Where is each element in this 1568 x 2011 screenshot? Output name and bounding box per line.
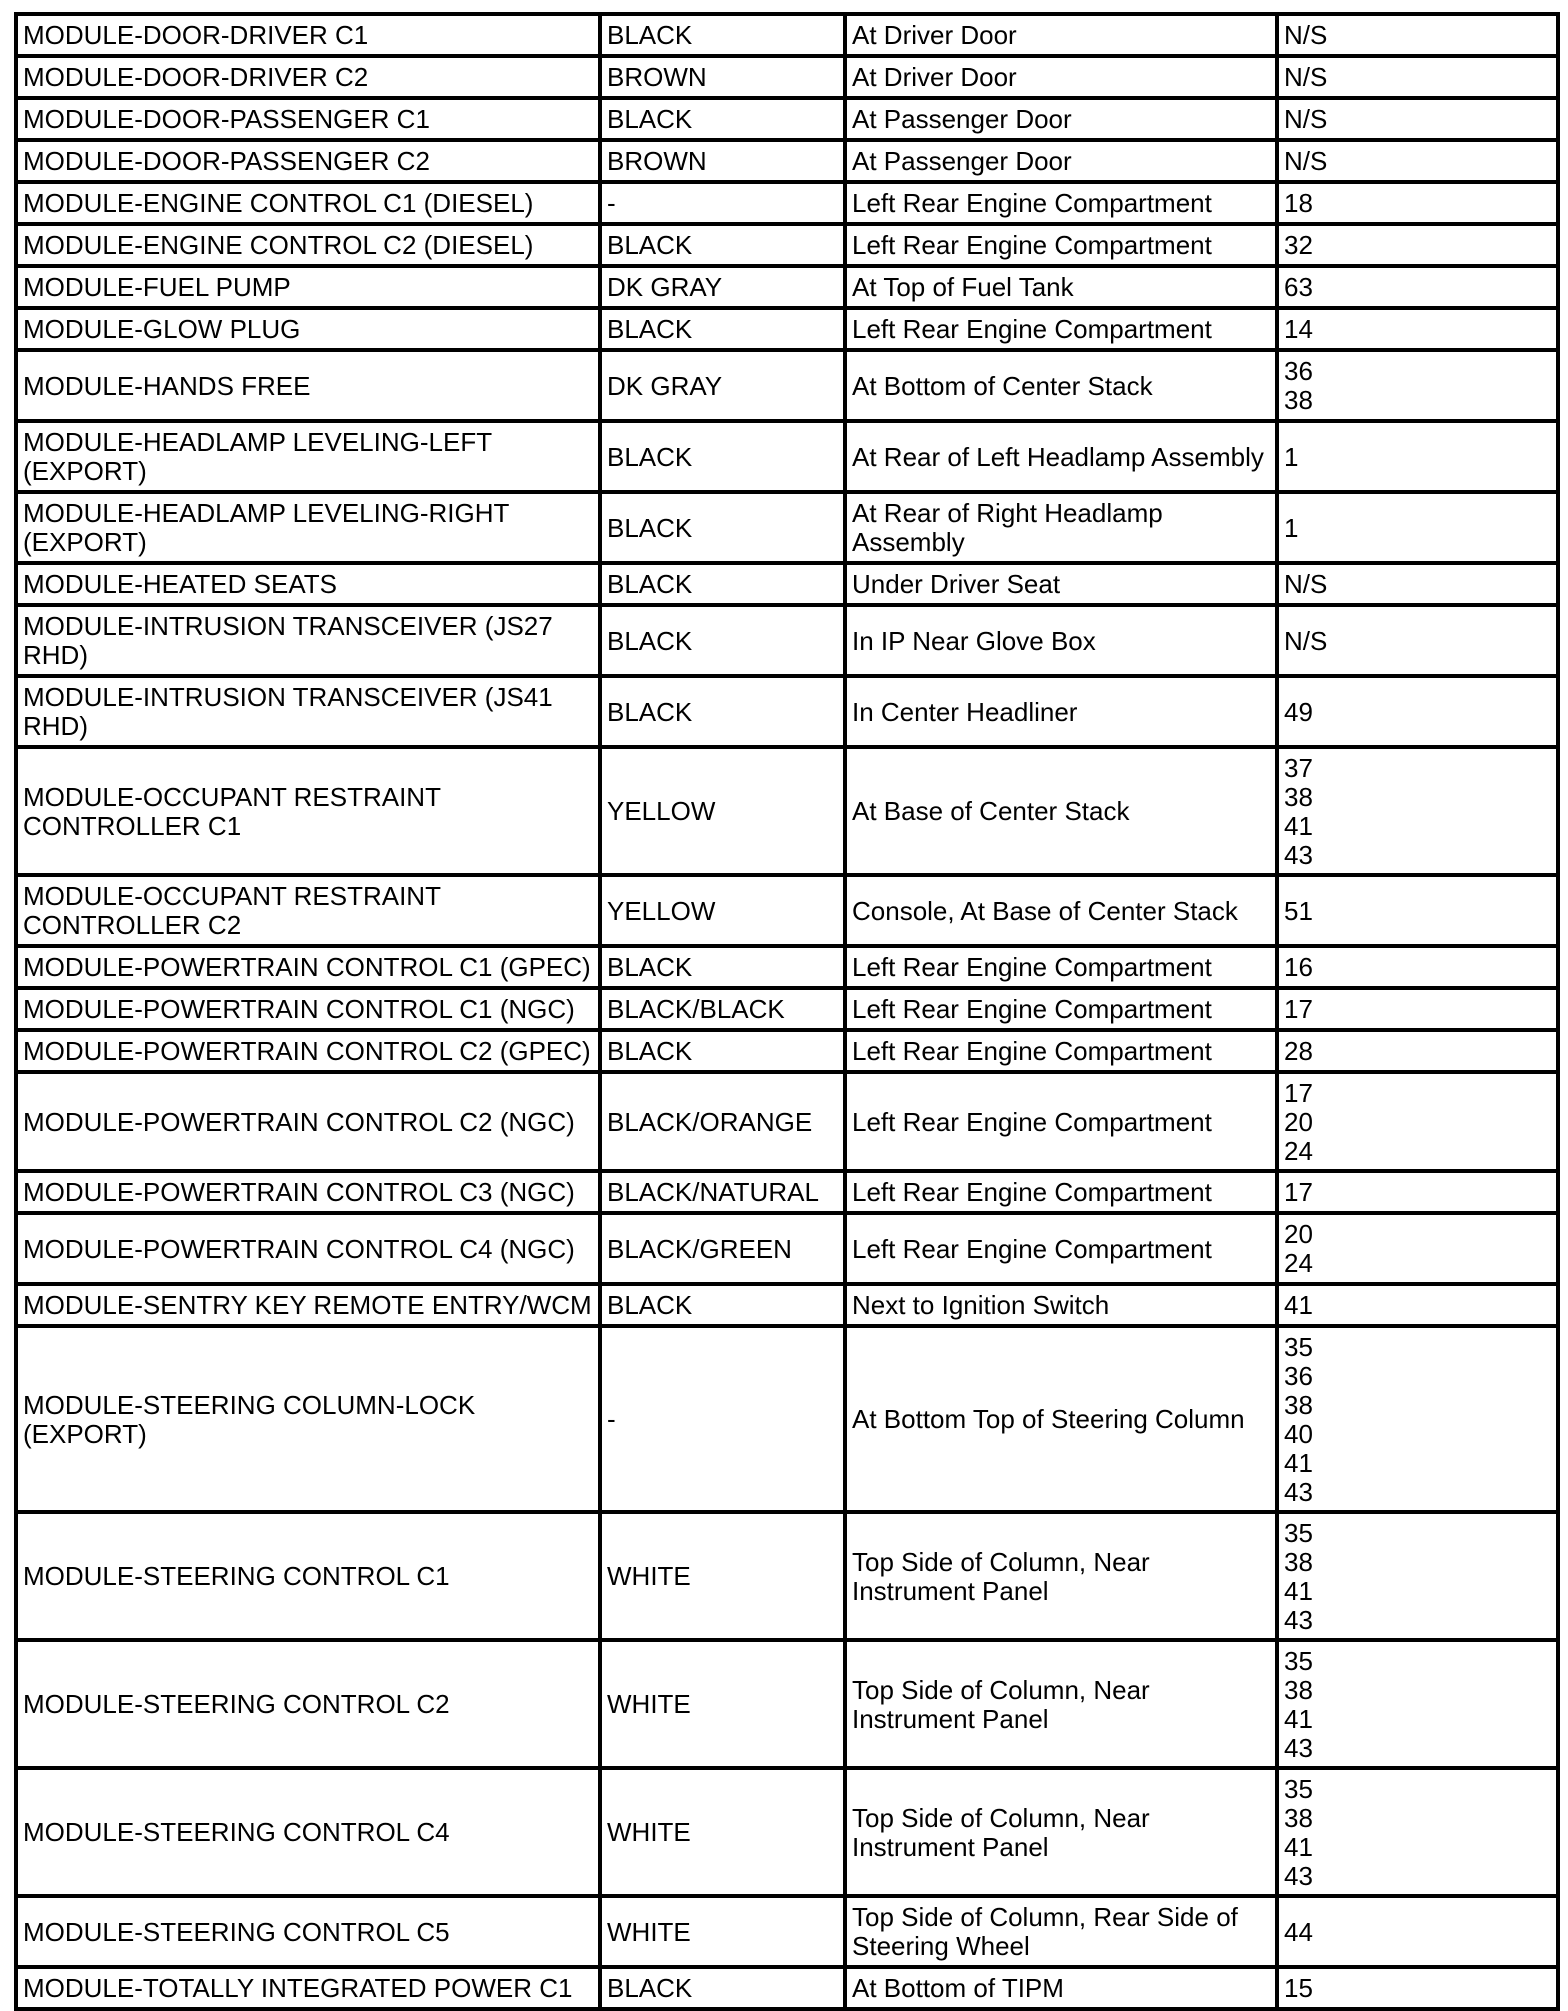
connector-figure-cell	[1277, 1072, 1558, 1171]
figure-number: 35	[1284, 1517, 1313, 1548]
figure-number: 44	[1284, 1916, 1313, 1947]
connector-location-cell: In Center Headliner	[845, 676, 1277, 747]
connector-figure-cell	[1277, 1284, 1558, 1326]
connector-color-cell: -	[600, 182, 845, 224]
connector-location-cell: At Passenger Door	[845, 98, 1277, 140]
figure-number: N/S	[1284, 20, 1328, 50]
figure-number: 35	[1284, 1773, 1313, 1804]
figure-number: N/S	[1284, 625, 1328, 656]
connector-location-cell: Top Side of Column, Near Instrument Panel	[845, 1512, 1277, 1640]
connector-location-cell: At Base of Center Stack	[845, 747, 1277, 875]
connector-name-cell: MODULE-ENGINE CONTROL C2 (DIESEL)	[16, 224, 600, 266]
connector-figure-cell	[1277, 421, 1558, 492]
connector-location-cell: At Rear of Right Headlamp Assembly	[845, 492, 1277, 563]
connector-name-cell: MODULE-INTRUSION TRANSCEIVER (JS27 RHD)	[16, 605, 600, 676]
connector-figure-cell	[1277, 946, 1558, 988]
connector-figure-cell	[1277, 988, 1558, 1030]
connector-name-cell: MODULE-POWERTRAIN CONTROL C3 (NGC)	[16, 1171, 600, 1213]
figure-number: 41	[1284, 1831, 1313, 1862]
connector-location-cell: At Driver Door	[845, 56, 1277, 98]
table-row	[16, 56, 1558, 98]
connector-figure-cell	[1277, 492, 1558, 563]
connector-color-cell: BLACK	[600, 224, 845, 266]
connector-location-cell: At Passenger Door	[845, 140, 1277, 182]
connector-name-cell: MODULE-INTRUSION TRANSCEIVER (JS41 RHD)	[16, 676, 600, 747]
table-row	[16, 98, 1558, 140]
connector-figure-cell	[1277, 563, 1558, 605]
figure-number: 43	[1284, 1732, 1313, 1763]
connector-color-cell: BLACK/NATURAL	[600, 1171, 845, 1213]
connector-name-cell: MODULE-OCCUPANT RESTRAINT CONTROLLER C2	[16, 875, 600, 946]
connector-name-cell: MODULE-POWERTRAIN CONTROL C1 (NGC)	[16, 988, 600, 1030]
table-row	[16, 308, 1558, 350]
figure-number: N/S	[1284, 146, 1328, 176]
connector-color-cell: BLACK	[600, 421, 845, 492]
table-row	[16, 1326, 1558, 1512]
connector-name-cell: MODULE-STEERING CONTROL C1	[16, 1512, 600, 1640]
connector-figure-cell	[1277, 98, 1558, 140]
figure-number: 28	[1284, 1036, 1313, 1066]
connector-name-cell: MODULE-DOOR-DRIVER C2	[16, 56, 600, 98]
figure-number: 38	[1284, 1546, 1313, 1577]
connector-name-cell: MODULE-OCCUPANT RESTRAINT CONTROLLER C1	[16, 747, 600, 875]
connector-name-cell: MODULE-STEERING CONTROL C4	[16, 1768, 600, 1896]
figure-number: 41	[1284, 1703, 1313, 1734]
connector-location-cell: Left Rear Engine Compartment	[845, 946, 1277, 988]
connector-name-cell: MODULE-HANDS FREE	[16, 350, 600, 421]
connector-location-cell: Left Rear Engine Compartment	[845, 988, 1277, 1030]
connector-color-cell: BLACK	[600, 1030, 845, 1072]
figure-number: 16	[1284, 952, 1313, 982]
connector-name-cell: MODULE-STEERING CONTROL C2	[16, 1640, 600, 1768]
connector-name-cell: MODULE-GLOW PLUG	[16, 308, 600, 350]
figure-number: 49	[1284, 696, 1313, 727]
figure-number: 1	[1284, 441, 1299, 472]
connector-location-cell: Under Driver Seat	[845, 563, 1277, 605]
table-row	[16, 1072, 1558, 1171]
connector-name-cell: MODULE-DOOR-DRIVER C1	[16, 14, 600, 56]
connector-name-cell: MODULE-POWERTRAIN CONTROL C2 (GPEC)	[16, 1030, 600, 1072]
figure-number: 20	[1284, 1106, 1313, 1137]
figure-number: 20	[1284, 1219, 1313, 1249]
connector-color-cell: WHITE	[600, 1768, 845, 1896]
figure-number: 24	[1284, 1135, 1313, 1166]
table-row	[16, 1030, 1558, 1072]
connector-figure-cell	[1277, 266, 1558, 308]
figure-number: 63	[1284, 272, 1313, 302]
figure-number: 38	[1284, 1674, 1313, 1705]
connector-color-cell: BLACK	[600, 1967, 845, 2009]
connector-color-cell: BROWN	[600, 140, 845, 182]
connector-color-cell: BLACK	[600, 563, 845, 605]
connector-color-cell: YELLOW	[600, 747, 845, 875]
connector-color-cell: BLACK	[600, 676, 845, 747]
table-row	[16, 1896, 1558, 1967]
connector-figure-cell	[1277, 1030, 1558, 1072]
connector-figure-cell	[1277, 1896, 1558, 1967]
table-row	[16, 350, 1558, 421]
table-row	[16, 182, 1558, 224]
connector-color-cell: BLACK	[600, 14, 845, 56]
connector-color-cell: BLACK	[600, 308, 845, 350]
connector-color-cell: WHITE	[600, 1896, 845, 1967]
figure-number: 36	[1284, 356, 1313, 386]
connector-color-cell: BLACK	[600, 492, 845, 563]
figure-number: 14	[1284, 314, 1313, 344]
connector-name-cell: MODULE-POWERTRAIN CONTROL C2 (NGC)	[16, 1072, 600, 1171]
table-row	[16, 1512, 1558, 1640]
figure-number: 43	[1284, 1604, 1313, 1635]
figure-number: 51	[1284, 895, 1313, 926]
connector-location-cell: Left Rear Engine Compartment	[845, 1030, 1277, 1072]
figure-number: 1	[1284, 512, 1299, 543]
connector-location-cell: Next to Ignition Switch	[845, 1284, 1277, 1326]
connector-color-cell: WHITE	[600, 1640, 845, 1768]
connector-location-cell: Left Rear Engine Compartment	[845, 182, 1277, 224]
table-row	[16, 492, 1558, 563]
table-row	[16, 988, 1558, 1030]
figure-number: 41	[1284, 1290, 1313, 1320]
connector-color-cell: BLACK	[600, 946, 845, 988]
figure-number: 37	[1284, 752, 1313, 783]
connector-name-cell: MODULE-DOOR-PASSENGER C1	[16, 98, 600, 140]
connector-name-cell: MODULE-POWERTRAIN CONTROL C4 (NGC)	[16, 1213, 600, 1284]
connector-location-cell: Top Side of Column, Near Instrument Panel	[845, 1768, 1277, 1896]
connector-figure-cell	[1277, 140, 1558, 182]
table-row	[16, 747, 1558, 875]
figure-number: N/S	[1284, 62, 1328, 92]
connector-name-cell: MODULE-POWERTRAIN CONTROL C1 (GPEC)	[16, 946, 600, 988]
connector-color-cell: -	[600, 1326, 845, 1512]
connector-location-cell: At Rear of Left Headlamp Assembly	[845, 421, 1277, 492]
connector-location-cell: Left Rear Engine Compartment	[845, 1171, 1277, 1213]
connector-color-cell: BROWN	[600, 56, 845, 98]
connector-color-cell: DK GRAY	[600, 350, 845, 421]
table-row	[16, 676, 1558, 747]
connector-figure-cell	[1277, 350, 1558, 421]
connector-figure-cell	[1277, 875, 1558, 946]
table-row	[16, 1640, 1558, 1768]
connector-color-cell: YELLOW	[600, 875, 845, 946]
figure-number: 32	[1284, 230, 1313, 260]
table-row	[16, 266, 1558, 308]
figure-number: 36	[1284, 1360, 1313, 1391]
connector-name-cell: MODULE-HEATED SEATS	[16, 563, 600, 605]
table-row	[16, 224, 1558, 266]
connector-location-cell: Console, At Base of Center Stack	[845, 875, 1277, 946]
table-row	[16, 1213, 1558, 1284]
figure-number: 41	[1284, 810, 1313, 841]
connector-name-cell: MODULE-HEADLAMP LEVELING-RIGHT (EXPORT)	[16, 492, 600, 563]
connector-figure-cell	[1277, 182, 1558, 224]
connector-figure-cell	[1277, 1768, 1558, 1896]
connector-location-cell: At Bottom Top of Steering Column	[845, 1326, 1277, 1512]
figure-number: 40	[1284, 1418, 1313, 1449]
figure-number: 38	[1284, 1389, 1313, 1420]
connector-name-cell: MODULE-TOTALLY INTEGRATED POWER C1	[16, 1967, 600, 2009]
figure-number: 38	[1284, 1802, 1313, 1833]
table-row	[16, 946, 1558, 988]
table-row	[16, 14, 1558, 56]
figure-number: 35	[1284, 1331, 1313, 1362]
connector-color-cell: DK GRAY	[600, 266, 845, 308]
connector-location-cell: Top Side of Column, Rear Side of Steering Wheel	[845, 1896, 1277, 1967]
connector-figure-cell	[1277, 1171, 1558, 1213]
connector-locator-table	[14, 12, 1560, 2011]
figure-number: 41	[1284, 1447, 1313, 1478]
figure-number: 38	[1284, 385, 1313, 415]
figure-number: 43	[1284, 1476, 1313, 1507]
connector-name-cell: MODULE-HEADLAMP LEVELING-LEFT (EXPORT)	[16, 421, 600, 492]
table-row	[16, 1284, 1558, 1326]
figure-number: 24	[1284, 1248, 1313, 1278]
figure-number: 18	[1284, 188, 1313, 218]
connector-figure-cell	[1277, 605, 1558, 676]
figure-number: 35	[1284, 1645, 1313, 1676]
connector-figure-cell	[1277, 224, 1558, 266]
table-row	[16, 1967, 1558, 2009]
connector-location-cell: At Bottom of TIPM	[845, 1967, 1277, 2009]
figure-number: 17	[1284, 1077, 1313, 1108]
figure-number: 17	[1284, 1177, 1313, 1207]
connector-color-cell: BLACK	[600, 605, 845, 676]
figure-number: 43	[1284, 839, 1313, 870]
table-row	[16, 875, 1558, 946]
figure-number: 38	[1284, 781, 1313, 812]
connector-location-cell: In IP Near Glove Box	[845, 605, 1277, 676]
table-row	[16, 605, 1558, 676]
figure-number: N/S	[1284, 104, 1328, 134]
figure-number: N/S	[1284, 569, 1328, 599]
table-row	[16, 563, 1558, 605]
table-row	[16, 1171, 1558, 1213]
connector-color-cell: BLACK/BLACK	[600, 988, 845, 1030]
connector-location-cell: Left Rear Engine Compartment	[845, 1072, 1277, 1171]
connector-figure-cell	[1277, 1967, 1558, 2009]
connector-location-cell: Top Side of Column, Near Instrument Panel	[845, 1640, 1277, 1768]
connector-name-cell: MODULE-FUEL PUMP	[16, 266, 600, 308]
connector-color-cell: BLACK/GREEN	[600, 1213, 845, 1284]
figure-number: 17	[1284, 994, 1313, 1024]
connector-location-cell: Left Rear Engine Compartment	[845, 1213, 1277, 1284]
connector-name-cell: MODULE-SENTRY KEY REMOTE ENTRY/WCM	[16, 1284, 600, 1326]
connector-figure-cell	[1277, 747, 1558, 875]
connector-location-cell: At Bottom of Center Stack	[845, 350, 1277, 421]
connector-figure-cell	[1277, 56, 1558, 98]
connector-name-cell: MODULE-ENGINE CONTROL C1 (DIESEL)	[16, 182, 600, 224]
connector-name-cell: MODULE-STEERING CONTROL C5	[16, 1896, 600, 1967]
connector-location-cell: At Driver Door	[845, 14, 1277, 56]
connector-figure-cell	[1277, 676, 1558, 747]
connector-location-cell: Left Rear Engine Compartment	[845, 308, 1277, 350]
connector-figure-cell	[1277, 14, 1558, 56]
connector-figure-cell	[1277, 1326, 1558, 1512]
connector-color-cell: WHITE	[600, 1512, 845, 1640]
connector-color-cell: BLACK/ORANGE	[600, 1072, 845, 1171]
figure-number: 41	[1284, 1575, 1313, 1606]
connector-name-cell: MODULE-DOOR-PASSENGER C2	[16, 140, 600, 182]
connector-location-cell: Left Rear Engine Compartment	[845, 224, 1277, 266]
table-row	[16, 421, 1558, 492]
connector-figure-cell	[1277, 308, 1558, 350]
connector-figure-cell	[1277, 1213, 1558, 1284]
connector-color-cell: BLACK	[600, 1284, 845, 1326]
figure-number: 43	[1284, 1860, 1313, 1891]
table-row	[16, 1768, 1558, 1896]
connector-name-cell: MODULE-STEERING COLUMN-LOCK (EXPORT)	[16, 1326, 600, 1512]
table-body	[16, 14, 1558, 2009]
connector-figure-cell	[1277, 1640, 1558, 1768]
table-row	[16, 140, 1558, 182]
connector-color-cell: BLACK	[600, 98, 845, 140]
figure-number: 15	[1284, 1973, 1313, 2003]
connector-location-cell: At Top of Fuel Tank	[845, 266, 1277, 308]
connector-figure-cell	[1277, 1512, 1558, 1640]
